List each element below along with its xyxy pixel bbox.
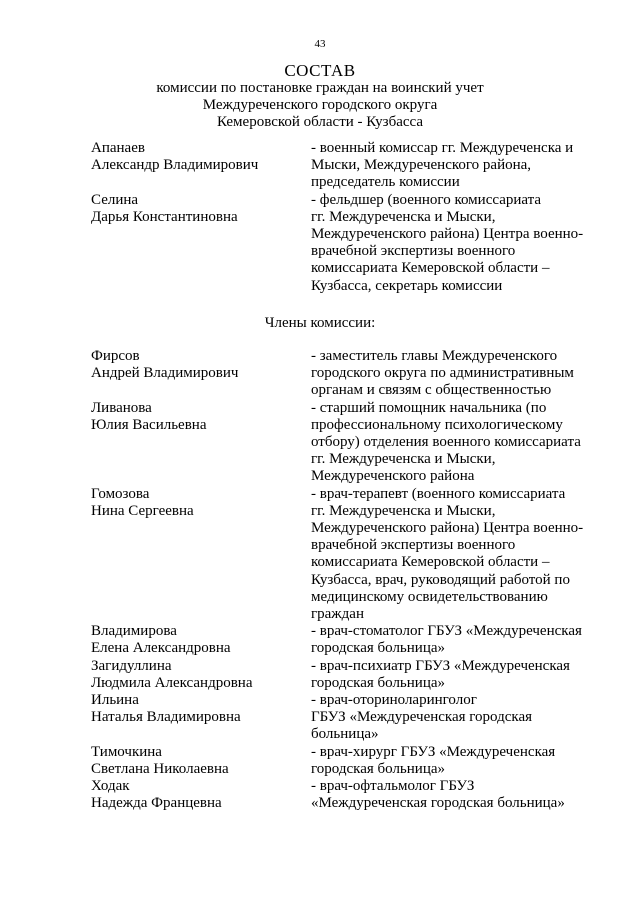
given-names: Дарья Константиновна <box>91 208 238 225</box>
member-entry <box>91 400 611 486</box>
given-names: Наталья Владимировна <box>91 709 241 726</box>
title-line-3: Кемеровской области - Кузбасса <box>216 114 424 130</box>
page-number: 43 <box>314 38 326 50</box>
person-name <box>91 658 311 692</box>
member-entry <box>91 658 611 692</box>
surname: Владимирова <box>91 623 177 640</box>
given-names: Надежда Францевна <box>91 795 222 812</box>
given-names: Елена Александровна <box>91 640 231 657</box>
surname: Селина <box>91 191 139 208</box>
person-name <box>91 140 311 192</box>
chairman-entry <box>91 140 611 192</box>
surname: Тимочкина <box>91 743 162 760</box>
role-description: - врач-офтальмолог ГБУЗ «Междуреченская городская больница» <box>311 778 565 812</box>
role-description: - старший помощник начальника (по профессиональному психологическому отбору) отделения военного комиссариата гг. Междуреченска и Мыски, Междуреченского района <box>311 399 581 485</box>
role-description: - фельдшер (военного комиссариата гг. Междуреченска и Мыски, Междуреченского района) Центра военно- врачебной экспертизы военного комиссариата Кемеровской области – Кузбасса, секретарь комиссии <box>311 191 584 294</box>
person-name <box>91 778 311 812</box>
member-entry <box>91 778 611 812</box>
person-name <box>91 486 311 624</box>
member-entry <box>91 744 611 778</box>
person-name <box>91 692 311 744</box>
role-description: - врач-оториноларинголог ГБУЗ «Междуреченская городская больница» <box>311 692 533 743</box>
role-description: - военный комиссар гг. Междуреченска и Мыски, Междуреченского района, председатель комиссии <box>311 140 574 191</box>
surname: Ильина <box>91 692 139 709</box>
person-name <box>91 400 311 486</box>
leadership-list <box>91 140 611 295</box>
surname: Апанаев <box>91 140 145 156</box>
document-title <box>40 61 600 131</box>
given-names: Юлия Васильевна <box>91 416 207 433</box>
person-name <box>91 744 311 778</box>
person-name <box>91 192 311 295</box>
given-names: Нина Сергеевна <box>91 502 194 519</box>
member-entry <box>91 486 611 624</box>
surname: Ходак <box>91 778 130 795</box>
secretary-entry <box>91 192 611 295</box>
member-entry <box>91 623 611 657</box>
role-description: - врач-хирург ГБУЗ «Междуреченская городская больница» <box>311 743 556 777</box>
surname: Загидуллина <box>91 657 172 674</box>
given-names: Андрей Владимирович <box>91 365 239 382</box>
role-description: - заместитель главы Междуреченского городского округа по административным органам и связям с общественностью <box>311 348 574 399</box>
person-name <box>91 623 311 657</box>
surname: Гомозова <box>91 485 150 502</box>
role-description: - врач-стоматолог ГБУЗ «Междуреченская городская больница» <box>311 623 582 657</box>
person-name <box>91 348 311 400</box>
members-heading: Члены комиссии: <box>264 315 376 331</box>
surname: Ливанова <box>91 399 152 416</box>
given-names: Александр Владимирович <box>91 157 259 174</box>
title-line-2: Междуреченского городского округа <box>202 97 438 113</box>
members-list <box>91 348 611 812</box>
given-names: Светлана Николаевна <box>91 760 229 777</box>
title-heading: СОСТАВ <box>284 61 356 80</box>
member-entry <box>91 692 611 744</box>
surname: Фирсов <box>91 348 140 364</box>
title-line-1: комиссии по постановке граждан на воинский учет <box>156 80 484 96</box>
role-description: - врач-психиатр ГБУЗ «Междуреченская городская больница» <box>311 657 570 691</box>
member-entry <box>91 348 611 400</box>
role-description: - врач-терапевт (военного комиссариата гг. Междуреченска и Мыски, Междуреченского района) Центра военно- врачебной экспертизы военного комиссариата Кемеровской области – Кузбасса, врач, руководящий работой по медицинскому освидетельствованию граждан <box>311 485 584 623</box>
given-names: Людмила Александровна <box>91 674 253 691</box>
